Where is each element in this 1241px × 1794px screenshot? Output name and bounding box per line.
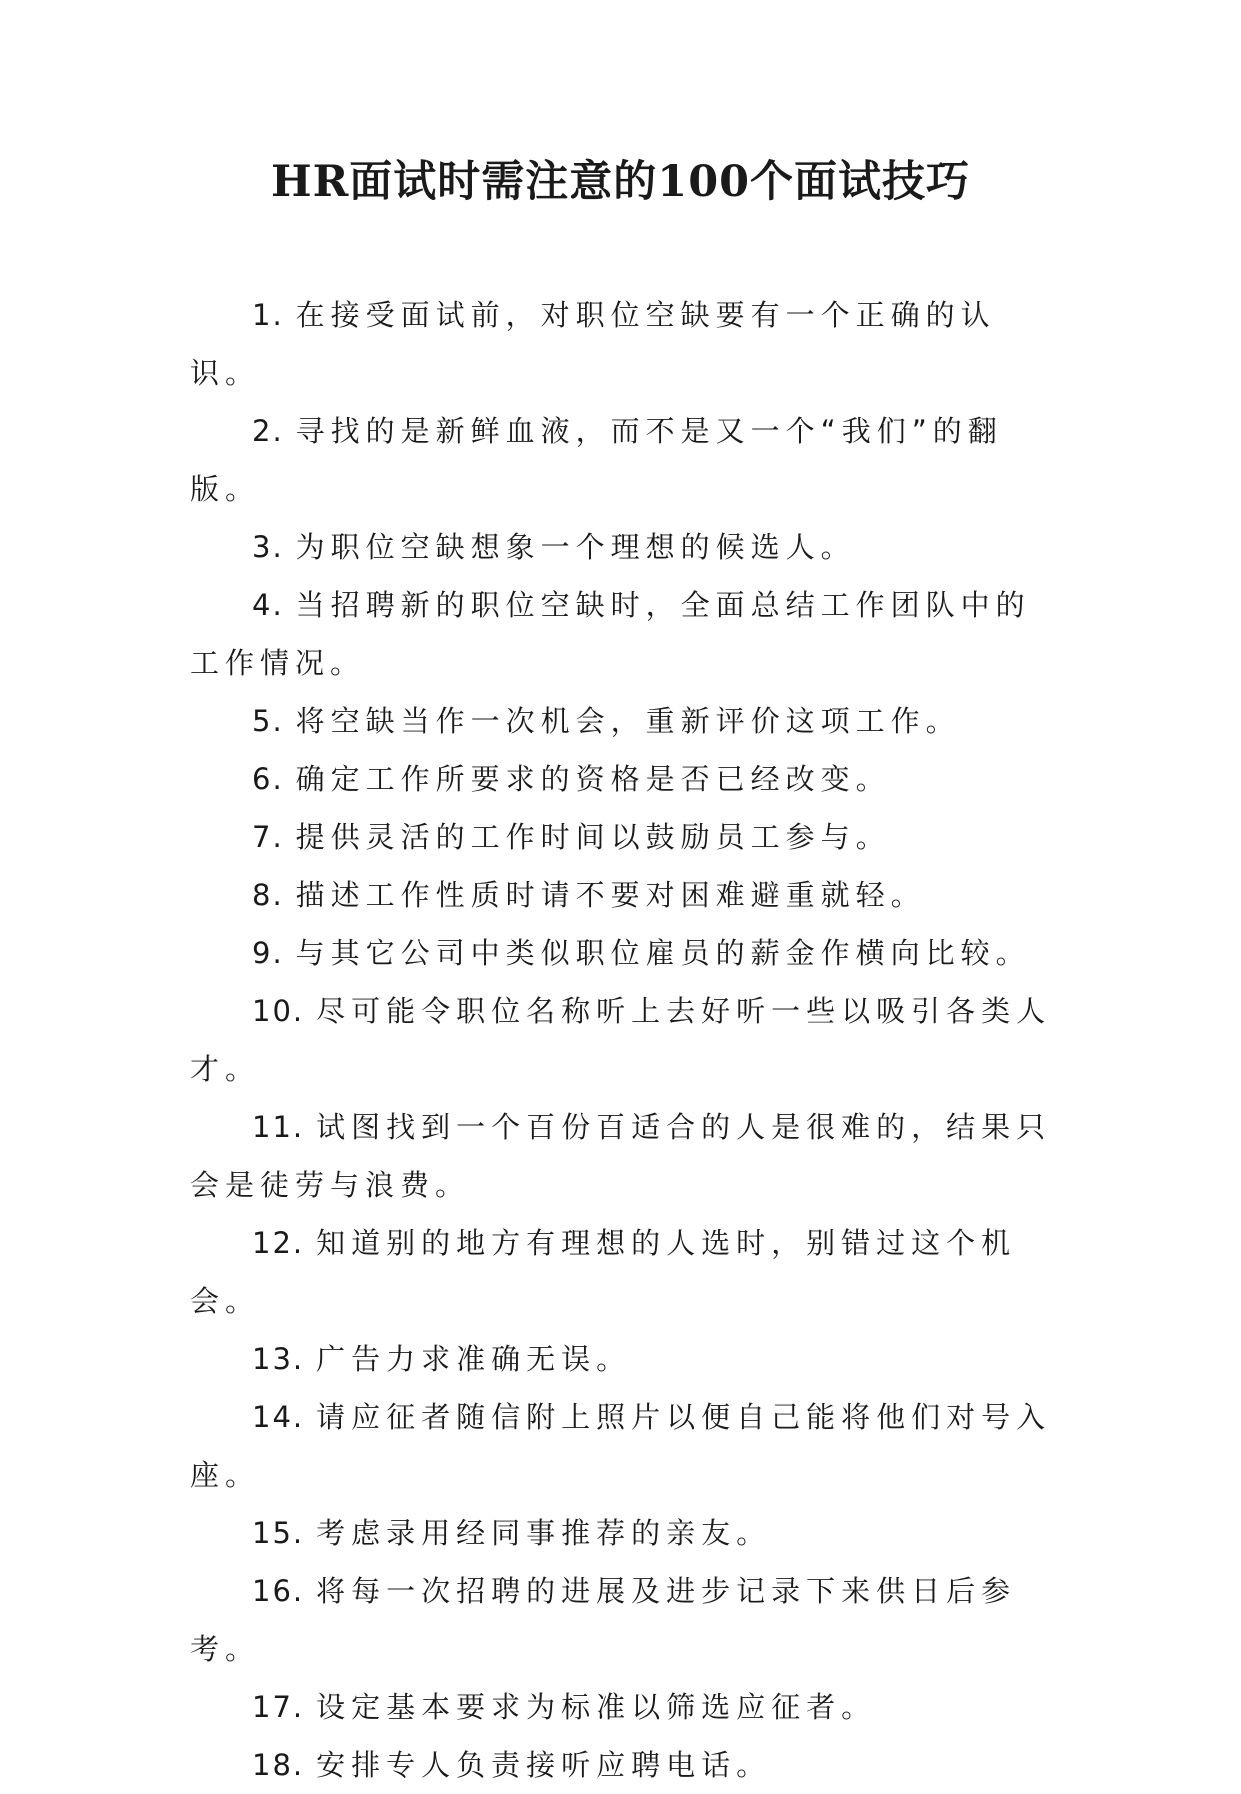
item-number: 12. <box>252 1226 305 1260</box>
list-item <box>190 1388 1065 1504</box>
list-item <box>190 1098 1065 1214</box>
list-item <box>190 866 1065 924</box>
item-text: 广告力求准确无误。 <box>316 1342 632 1376</box>
list-item <box>190 1678 1065 1736</box>
item-text: 请应征者随信附上照片以便自己能将他们对号入座。 <box>190 1400 1052 1492</box>
item-number: 10. <box>252 994 305 1028</box>
item-text: 将空缺当作一次机会，重新评价这项工作。 <box>295 704 961 738</box>
item-text: 为职位空缺想象一个理想的候选人。 <box>295 530 856 564</box>
item-number: 5. <box>252 704 284 738</box>
list-item <box>190 1214 1065 1330</box>
list-item <box>190 286 1065 402</box>
item-text: 描述工作性质时请不要对困难避重就轻。 <box>295 878 926 912</box>
item-text: 当招聘新的职位空缺时，全面总结工作团队中的工作情况。 <box>190 588 1031 680</box>
item-number: 15. <box>252 1516 305 1550</box>
item-text: 将每一次招聘的进展及进步记录下来供日后参考。 <box>190 1574 1017 1666</box>
list-item <box>190 1736 1065 1794</box>
item-number: 14. <box>252 1400 305 1434</box>
item-text: 安排专人负责接听应聘电话。 <box>316 1748 772 1782</box>
item-number: 16. <box>252 1574 305 1608</box>
item-number: 17. <box>252 1690 305 1724</box>
list-item <box>190 924 1065 982</box>
item-number: 6. <box>252 762 284 796</box>
item-text: 考虑录用经同事推荐的亲友。 <box>316 1516 772 1550</box>
item-number: 18. <box>252 1748 305 1782</box>
item-text: 试图找到一个百份百适合的人是很难的，结果只会是徒劳与浪费。 <box>190 1110 1052 1202</box>
item-text: 寻找的是新鲜血液，而不是又一个“我们”的翻版。 <box>190 414 1003 506</box>
list-item <box>190 692 1065 750</box>
item-text: 提供灵活的工作时间以鼓励员工参与。 <box>295 820 891 854</box>
item-number: 7. <box>252 820 284 854</box>
item-text: 与其它公司中类似职位雇员的薪金作横向比较。 <box>295 936 1031 970</box>
item-number: 2. <box>252 414 284 448</box>
list-item <box>190 750 1065 808</box>
list-item <box>190 808 1065 866</box>
list-item <box>190 402 1065 518</box>
item-text: 尽可能令职位名称听上去好听一些以吸引各类人才。 <box>190 994 1052 1086</box>
list-item <box>190 518 1065 576</box>
item-text: 在接受面试前，对职位空缺要有一个正确的认识。 <box>190 298 996 390</box>
item-number: 9. <box>252 936 284 970</box>
item-number: 8. <box>252 878 284 912</box>
tips-list <box>190 286 1065 1794</box>
item-number: 3. <box>252 530 284 564</box>
list-item <box>190 1330 1065 1388</box>
item-text: 设定基本要求为标准以筛选应征者。 <box>316 1690 877 1724</box>
item-number: 13. <box>252 1342 305 1376</box>
list-item <box>190 982 1065 1098</box>
list-item <box>190 1504 1065 1562</box>
item-number: 4. <box>252 588 284 622</box>
list-item <box>190 576 1065 692</box>
item-number: 11. <box>252 1110 305 1144</box>
item-text: 知道别的地方有理想的人选时，别错过这个机会。 <box>190 1226 1017 1318</box>
page-title: HR面试时需注意的100个面试技巧 <box>270 157 971 207</box>
item-text: 确定工作所要求的资格是否已经改变。 <box>295 762 891 796</box>
item-number: 1. <box>252 298 284 332</box>
list-item <box>190 1562 1065 1678</box>
